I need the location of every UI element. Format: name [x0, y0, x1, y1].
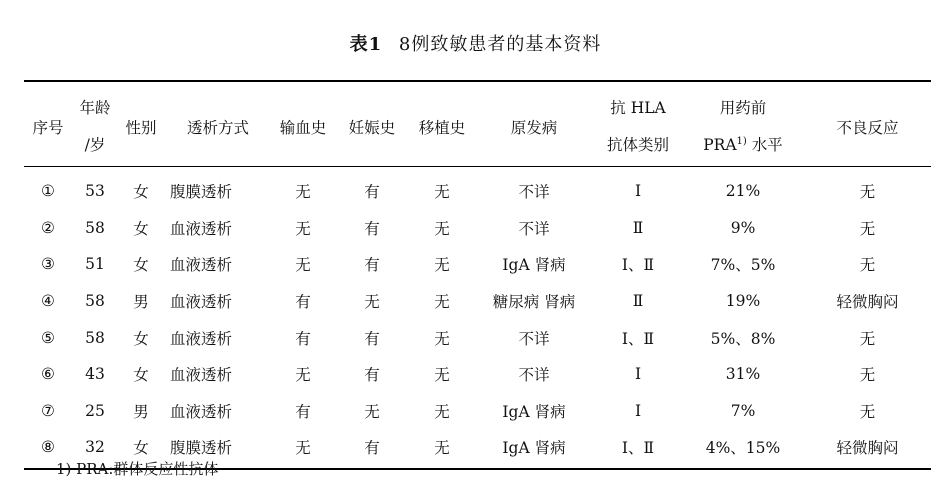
- cell-hla-class: Ⅰ、Ⅱ: [621, 256, 655, 275]
- cell-transplant: 无: [434, 293, 450, 312]
- cell-transfusion: 无: [272, 429, 334, 469]
- header-pra-line1: 用药前: [682, 81, 804, 126]
- cell-transfusion: 有: [295, 329, 311, 348]
- patient-table: [24, 80, 931, 470]
- cell-sex: 女: [118, 429, 164, 469]
- cell-pregnancy: 无: [364, 293, 380, 312]
- cell-transfusion: 无: [295, 183, 311, 202]
- cell-pra-level: 21%: [725, 182, 761, 201]
- table-row: [24, 167, 931, 210]
- cell-transfusion: 无: [295, 256, 311, 275]
- cell-hla-class: Ⅱ: [632, 218, 644, 237]
- table-row: [24, 283, 931, 320]
- header-transfusion: 输血史: [272, 81, 334, 167]
- header-adverse: 不良反应: [804, 81, 931, 167]
- header-dialysis: 透析方式: [164, 81, 272, 167]
- cell-hla-class: Ⅰ: [634, 365, 642, 384]
- cell-dialysis: 腹膜透析: [164, 429, 272, 469]
- cell-pra-level: 31%: [725, 365, 761, 384]
- cell-transfusion: 无: [295, 366, 311, 385]
- cell-pregnancy: 有: [364, 366, 380, 385]
- cell-sex: 女: [133, 183, 149, 202]
- cell-hla-class: Ⅰ: [634, 401, 642, 420]
- cell-seq: ⑤: [41, 328, 55, 347]
- cell-age: 58: [85, 292, 105, 311]
- cell-pra-level: 9%: [730, 218, 756, 237]
- cell-sex: 女: [133, 329, 149, 348]
- table-body: [24, 167, 931, 469]
- cell-pra-level: 7%: [730, 401, 756, 420]
- cell-disease: 不详: [518, 219, 550, 238]
- footnote-marker: 1): [736, 136, 747, 147]
- cell-dialysis: 血液透析: [170, 293, 233, 312]
- cell-hla-class: Ⅰ: [634, 182, 642, 201]
- header-pra-line2: [682, 126, 804, 167]
- cell-dialysis: 腹膜透析: [170, 183, 233, 202]
- cell-age: 53: [85, 182, 105, 201]
- cell-transfusion: 有: [295, 293, 311, 312]
- cell-transplant: 无: [434, 366, 450, 385]
- cell-pregnancy: 有: [334, 429, 410, 469]
- header-pra-level: 水平: [746, 136, 783, 154]
- table-row: [24, 356, 931, 393]
- cell-sex: 男: [133, 402, 149, 421]
- footnote: 1) PRA:群体反应性抗体: [56, 460, 219, 478]
- cell-dialysis: 血液透析: [170, 256, 233, 275]
- cell-sex: 男: [133, 293, 149, 312]
- cell-disease: 不详: [518, 366, 550, 385]
- header-sex: 性别: [118, 81, 164, 167]
- cell-pra-level: 19%: [725, 292, 761, 311]
- cell-transplant: 无: [434, 402, 450, 421]
- header-age-line2: /岁: [72, 126, 118, 167]
- header-pregnancy: 妊娠史: [334, 81, 410, 167]
- cell-age: 58: [85, 218, 105, 237]
- cell-sex: 女: [133, 366, 149, 385]
- table-row: [24, 319, 931, 356]
- table-row: [24, 210, 931, 247]
- cell-dialysis: 血液透析: [170, 402, 233, 421]
- cell-adverse: 轻微胸闷: [836, 293, 899, 312]
- cell-dialysis: 血液透析: [170, 329, 233, 348]
- cell-pregnancy: 无: [364, 402, 380, 421]
- cell-seq: ③: [41, 255, 55, 274]
- cell-pra-level: 7%、5%: [710, 256, 776, 275]
- header-hla-line1: 抗 HLA: [594, 81, 682, 126]
- cell-transplant: 无: [434, 183, 450, 202]
- cell-adverse: 无: [859, 329, 876, 348]
- cell-sex: 女: [133, 219, 149, 238]
- header-age-line1: 年龄: [72, 81, 118, 126]
- cell-transfusion: 无: [295, 219, 311, 238]
- cell-transplant: 无: [434, 256, 450, 275]
- cell-adverse: 无: [859, 402, 876, 421]
- cell-age: 43: [85, 365, 105, 384]
- table-header: [24, 81, 931, 167]
- cell-dialysis: 血液透析: [170, 219, 233, 238]
- cell-adverse: 无: [859, 219, 876, 238]
- cell-pregnancy: 有: [364, 183, 380, 202]
- header-disease: 原发病: [474, 81, 594, 167]
- cell-transfusion: 有: [295, 402, 311, 421]
- cell-adverse: 无: [859, 183, 876, 202]
- header-transplant: 移植史: [410, 81, 474, 167]
- cell-seq: ⑧: [24, 429, 72, 469]
- cell-hla-class: Ⅱ: [632, 292, 644, 311]
- table-number: 表1: [349, 34, 383, 55]
- cell-age: 25: [85, 401, 105, 420]
- cell-pregnancy: 有: [364, 329, 380, 348]
- cell-seq: ②: [41, 218, 55, 237]
- cell-disease: 糖尿病 肾病: [492, 293, 576, 312]
- cell-seq: ⑦: [41, 401, 55, 420]
- cell-adverse: 无: [859, 366, 876, 385]
- cell-pregnancy: 有: [364, 219, 380, 238]
- cell-pra-level: 5%、8%: [710, 329, 776, 348]
- cell-disease: IgA 肾病: [474, 429, 594, 469]
- cell-hla-class: Ⅰ、Ⅱ: [594, 429, 682, 469]
- cell-disease: 不详: [518, 183, 550, 202]
- cell-dialysis: 血液透析: [170, 366, 233, 385]
- cell-transplant: 无: [410, 429, 474, 469]
- cell-pra-level: 4%、15%: [682, 429, 804, 469]
- table-caption: [0, 30, 951, 56]
- cell-adverse: 轻微胸闷: [804, 429, 931, 469]
- cell-sex: 女: [133, 256, 149, 275]
- header-pra-abbr: PRA: [703, 136, 737, 154]
- table-title: 8例致敏患者的基本资料: [398, 34, 602, 55]
- cell-disease: 不详: [518, 329, 550, 348]
- cell-disease: IgA 肾病: [502, 402, 566, 421]
- cell-age: 58: [85, 328, 105, 347]
- table-row: [24, 246, 931, 283]
- cell-age: 32: [72, 429, 118, 469]
- cell-adverse: 无: [859, 256, 876, 275]
- cell-transplant: 无: [434, 329, 450, 348]
- cell-seq: ⑥: [41, 365, 55, 384]
- cell-disease: IgA 肾病: [502, 256, 566, 275]
- cell-pregnancy: 有: [364, 256, 380, 275]
- cell-hla-class: Ⅰ、Ⅱ: [621, 329, 655, 348]
- cell-seq: ①: [41, 182, 55, 201]
- table-row: [24, 393, 931, 430]
- cell-age: 51: [85, 255, 105, 274]
- cell-seq: ④: [41, 292, 55, 311]
- header-seq: 序号: [24, 81, 72, 167]
- header-hla-line2: 抗体类别: [594, 126, 682, 167]
- cell-transplant: 无: [434, 219, 450, 238]
